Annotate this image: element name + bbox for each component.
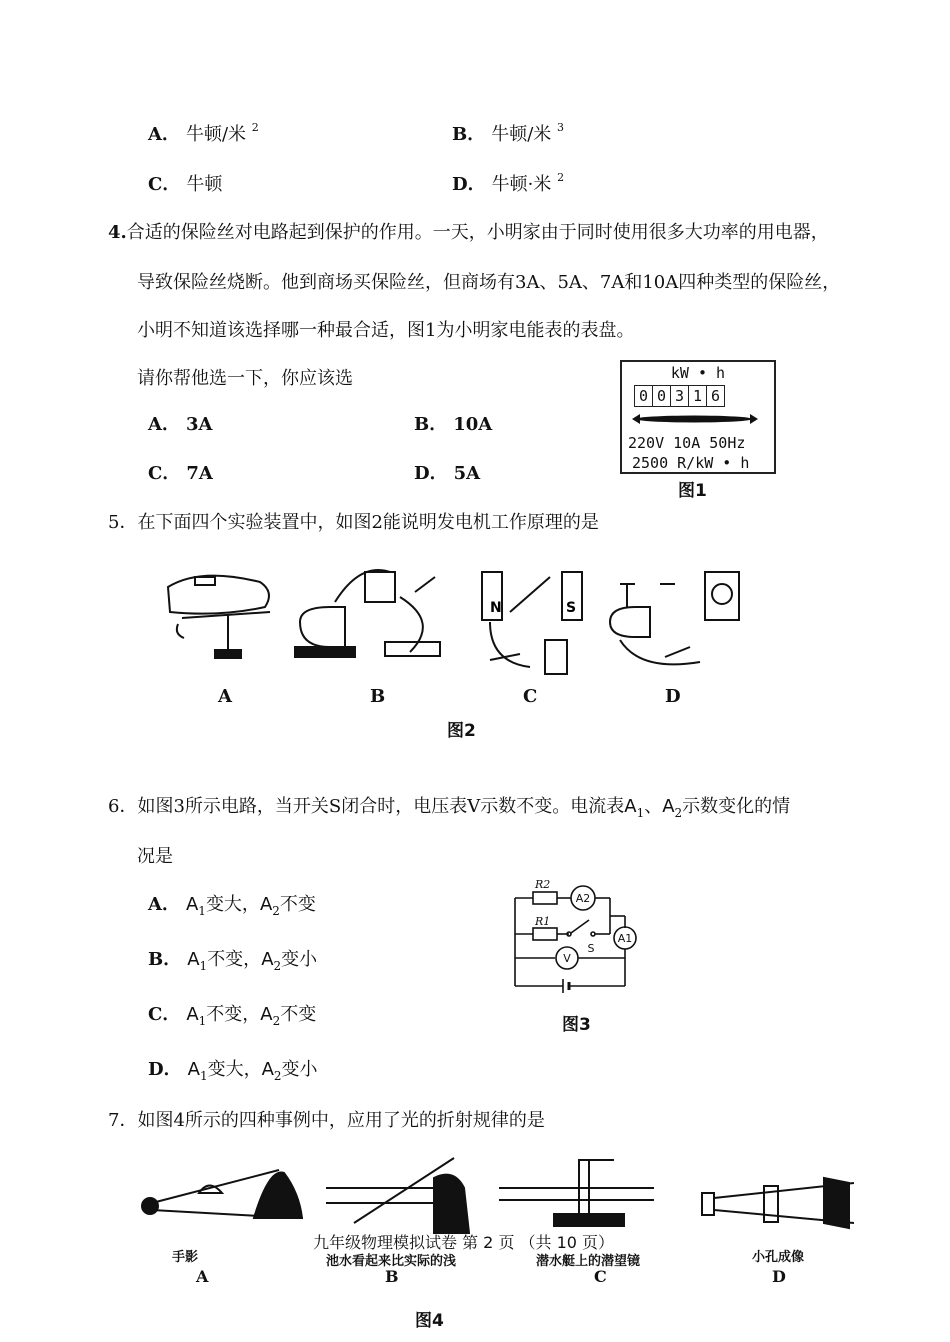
- q7-text: 7．如图4所示的四种事例中，应用了光的折射规律的是: [108, 1110, 545, 1131]
- fig4-caption: 图4: [415, 1311, 444, 1331]
- q4-option-d: D． 5A: [414, 463, 481, 484]
- fig2-experiments: [160, 562, 760, 682]
- q3-option-c: C． 牛顿: [148, 174, 223, 195]
- voltmeter-label: V: [563, 952, 571, 965]
- fig4-label-a: A: [196, 1267, 209, 1286]
- meter-digit: 1: [688, 385, 707, 407]
- q4-line3: 小明不知道该选择哪一种最合适，图1为小明家电能表的表盘。: [137, 320, 635, 341]
- q6-option-a: A． $A_1$变大，$A_2$不变: [148, 894, 316, 918]
- fig4-subcaption-d: 小孔成像: [752, 1250, 805, 1265]
- q3-option-d: D． 牛顿·米 $^2$: [452, 171, 565, 195]
- fig2-label-a: A: [218, 686, 232, 707]
- ammeter-a2-label: A2: [575, 892, 591, 905]
- meter-digits: [634, 385, 774, 407]
- fig1-caption: 图1: [678, 481, 707, 501]
- r1-label: R1: [535, 915, 551, 928]
- fig4-subcaption-c: 潜水艇上的潜望镜: [536, 1254, 641, 1269]
- meter-unit: kW • h: [670, 364, 726, 382]
- q4-option-c: C． 7A: [148, 463, 213, 484]
- fig4-label-d: D: [772, 1267, 786, 1286]
- meter-rating: 220V 10A 50Hz: [628, 434, 746, 452]
- q6-option-b: B． $A_1$不变，$A_2$变小: [148, 949, 318, 973]
- meter-constant: 2500 R/kW • h: [632, 454, 750, 472]
- q6-line2: 况是: [137, 846, 173, 867]
- q5-text: 5．在下面四个实验装置中，如图2能说明发电机工作原理的是: [108, 512, 599, 533]
- magnet-s-label: S: [566, 600, 577, 616]
- q6-line1: 6．如图3所示电路，当开关S闭合时，电压表V示数不变。电流表$A_1$、$A_2$示数变化的情: [108, 796, 791, 820]
- q6-option-c: C． $A_1$不变，$A_2$不变: [148, 1004, 317, 1028]
- q4-line4: 请你帮他选一下，你应该选: [137, 368, 353, 389]
- q4-line2: 导致保险丝烧断。他到商场买保险丝，但商场有3A、5A、7A和10A四种类型的保险丝，: [137, 272, 841, 293]
- fig4-label-c: C: [594, 1267, 607, 1286]
- fig4-examples: [134, 1148, 854, 1238]
- meter-disc-icon: [622, 410, 772, 428]
- q3-option-b: B． 牛顿/米 $^3$: [452, 121, 565, 145]
- meter-digit: 6: [706, 385, 725, 407]
- fig2-label-b: B: [370, 686, 386, 707]
- fig3-circuit: [505, 876, 645, 1004]
- meter-digit: 0: [652, 385, 671, 407]
- magnet-n-label: N: [490, 600, 502, 616]
- fig4-label-b: B: [385, 1267, 399, 1286]
- fig2-label-c: C: [523, 686, 538, 707]
- page-footer: 九年级物理模拟试卷 第 2 页 （共 10 页）: [313, 1233, 615, 1252]
- fig3-caption: 图3: [562, 1015, 591, 1035]
- fig2-label-d: D: [665, 686, 681, 707]
- q4-line1: 4.合适的保险丝对电路起到保护的作用。一天，小明家由于同时使用很多大功率的用电器，: [108, 222, 829, 243]
- r2-label: R2: [535, 878, 551, 891]
- fig4-subcaption-b: 池水看起来比实际的浅: [326, 1254, 457, 1269]
- q4-option-b: B． 10A: [414, 414, 493, 435]
- q3-option-a: A． 牛顿/米 $^2$: [148, 121, 259, 145]
- meter-digit: 3: [670, 385, 689, 407]
- fig4-subcaption-a: 手影: [172, 1250, 199, 1265]
- ammeter-a1-label: A1: [617, 932, 633, 945]
- meter-digit: 0: [634, 385, 653, 407]
- q6-option-d: D． $A_1$变大，$A_2$变小: [148, 1059, 318, 1083]
- switch-label: S: [587, 942, 595, 955]
- fig2-caption: 图2: [447, 721, 476, 741]
- energy-meter-figure: [620, 360, 776, 474]
- q4-option-a: A． 3A: [148, 414, 213, 435]
